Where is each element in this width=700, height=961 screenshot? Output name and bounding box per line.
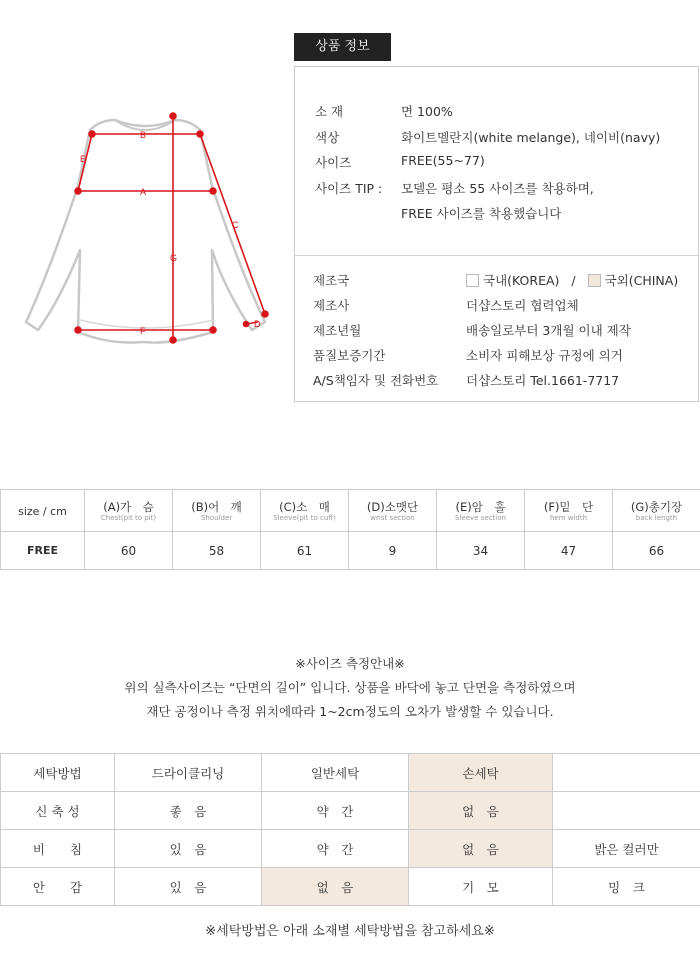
wash-cell: 안 감 <box>1 868 115 906</box>
as-label: A/S책임자 및 전화번호 <box>313 373 439 388</box>
color-label: 색상 <box>315 130 340 145</box>
wash-row-sheer <box>1 830 700 868</box>
size-value: FREE(55~77) <box>401 153 485 168</box>
warranty-value: 소비자 피해보상 규정에 의거 <box>466 348 623 363</box>
size-value-b: 58 <box>173 532 261 570</box>
label-c: C <box>232 220 239 230</box>
size-table <box>0 489 700 570</box>
date-value: 배송일로부터 3개월 이내 제작 <box>466 323 631 338</box>
wash-cell-selected: 없 음 <box>409 792 553 830</box>
notice-line-1: 위의 실측사이즈는 “단면의 길이” 입니다. 상품을 바닥에 놓고 단면을 측정하였으며 <box>124 680 576 695</box>
size-table-header <box>1 490 700 532</box>
checkbox-china <box>588 274 601 287</box>
wash-cell: 드라이클리닝 <box>115 754 262 792</box>
wash-cell: 약 간 <box>262 830 409 868</box>
product-info-title: 상품 정보 <box>294 33 391 61</box>
label-e: E <box>80 154 87 164</box>
color-value: 화이트멜란지(white melange), 네이비(navy) <box>401 130 661 145</box>
wash-cell-selected: 없 음 <box>262 868 409 906</box>
warranty-label: 품질보증기간 <box>313 348 386 363</box>
wash-cell: 좋 음 <box>115 792 262 830</box>
size-label: 사이즈 <box>315 155 352 170</box>
wash-cell-selected: 없 음 <box>409 830 553 868</box>
wash-cell: 있 음 <box>115 868 262 906</box>
label-g: G <box>170 253 178 263</box>
garment-size-diagram <box>0 100 290 360</box>
wash-row-stretch <box>1 792 700 830</box>
wash-cell: 약 간 <box>262 792 409 830</box>
wash-footer-note: ※세탁방법은 아래 소재별 세탁방법을 참고하세요※ <box>205 924 495 939</box>
wash-cell: 밍 크 <box>553 868 700 906</box>
size-header-first: size / cm <box>1 490 85 532</box>
size-header-a: (A)가 슴 Chest(pit to pit) <box>85 490 173 532</box>
wash-cell: 일반세탁 <box>262 754 409 792</box>
notice-title: ※사이즈 측정안내※ <box>295 656 405 671</box>
tip-line-1: 모델은 평소 55 사이즈를 착용하며, <box>401 181 594 196</box>
wash-cell-selected: 손세탁 <box>409 754 553 792</box>
wash-row-method <box>1 754 700 792</box>
wash-cell: 있 음 <box>115 830 262 868</box>
date-label: 제조년월 <box>313 323 362 338</box>
size-header-e: (E)암 홀 Sleeve section <box>437 490 525 532</box>
label-f: F <box>140 326 146 336</box>
tip-label: 사이즈 TIP : <box>315 181 383 196</box>
material-label: 소 재 <box>315 104 344 119</box>
wash-table <box>0 753 700 906</box>
country-china: 국외(CHINA) <box>604 273 679 288</box>
wash-cell: 비 침 <box>1 830 115 868</box>
wash-cell: 세탁방법 <box>1 754 115 792</box>
size-header-d: (D)소맷단 wrist section <box>349 490 437 532</box>
notice-line-2: 재단 공정이나 측정 위치에따라 1~2cm정도의 오차가 발생할 수 있습니다. <box>146 704 554 719</box>
product-info-box <box>294 66 699 402</box>
size-row-label: FREE <box>1 532 85 570</box>
wash-cell <box>553 792 700 830</box>
wash-cell: 기 모 <box>409 868 553 906</box>
size-notice <box>0 652 700 724</box>
size-value-a: 60 <box>85 532 173 570</box>
wash-cell <box>553 754 700 792</box>
sweater-outline <box>0 100 290 360</box>
country-label: 제조국 <box>313 273 350 288</box>
maker-label: 제조사 <box>313 298 350 313</box>
label-a: A <box>140 187 147 197</box>
material-value: 면 100% <box>401 104 453 119</box>
size-header-f: (F)밑 단 hem width <box>525 490 613 532</box>
label-b: B <box>140 130 147 140</box>
size-value-e: 34 <box>437 532 525 570</box>
country-korea: 국내(KOREA) <box>483 273 560 288</box>
wash-cell: 신 축 성 <box>1 792 115 830</box>
maker-value: 더샵스토리 협력업체 <box>466 298 579 313</box>
size-value-f: 47 <box>525 532 613 570</box>
size-value-c: 61 <box>261 532 349 570</box>
size-table-row <box>1 532 700 570</box>
label-d: D <box>254 319 261 329</box>
tip-line-2: FREE 사이즈를 착용했습니다 <box>401 206 562 221</box>
size-header-c: (C)소 매 Sleeve(pit to cuff) <box>261 490 349 532</box>
country-separator: / <box>571 273 576 288</box>
as-value: 더샵스토리 Tel.1661-7717 <box>466 373 620 388</box>
size-header-g: (G)총기장 back length <box>613 490 700 532</box>
size-value-g: 66 <box>613 532 700 570</box>
wash-cell: 밝은 컬러만 <box>553 830 700 868</box>
size-header-b: (B)어 깨 Shoulder <box>173 490 261 532</box>
info-divider <box>295 255 698 256</box>
size-value-d: 9 <box>349 532 437 570</box>
checkbox-korea <box>466 274 479 287</box>
wash-row-lining <box>1 868 700 906</box>
